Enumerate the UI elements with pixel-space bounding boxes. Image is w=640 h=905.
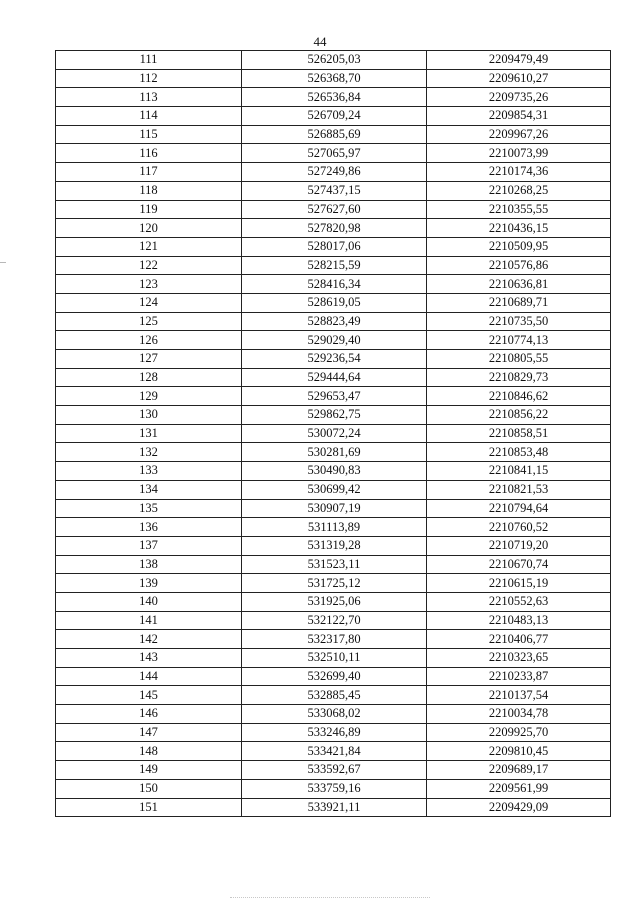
y-coordinate-cell: 2210636,81 — [427, 275, 611, 294]
x-coordinate-cell: 533421,84 — [242, 742, 427, 761]
x-coordinate-cell: 531113,89 — [242, 518, 427, 537]
point-number-cell: 144 — [56, 667, 242, 686]
table-row — [56, 163, 611, 182]
y-coordinate-cell: 2209610,27 — [427, 69, 611, 88]
table-row — [56, 574, 611, 593]
table-row — [56, 462, 611, 481]
x-coordinate-cell: 529653,47 — [242, 387, 427, 406]
coordinates-table-body — [56, 51, 611, 817]
x-coordinate-cell: 531725,12 — [242, 574, 427, 593]
x-coordinate-cell: 531523,11 — [242, 555, 427, 574]
y-coordinate-cell: 2210406,77 — [427, 630, 611, 649]
point-number-cell: 142 — [56, 630, 242, 649]
point-number-cell: 138 — [56, 555, 242, 574]
table-row — [56, 144, 611, 163]
x-coordinate-cell: 527437,15 — [242, 181, 427, 200]
point-number-cell: 113 — [56, 88, 242, 107]
x-coordinate-cell: 526709,24 — [242, 107, 427, 126]
y-coordinate-cell: 2210174,36 — [427, 163, 611, 182]
x-coordinate-cell: 528215,59 — [242, 256, 427, 275]
point-number-cell: 119 — [56, 200, 242, 219]
y-coordinate-cell: 2210853,48 — [427, 443, 611, 462]
table-row — [56, 424, 611, 443]
y-coordinate-cell: 2210436,15 — [427, 219, 611, 238]
point-number-cell: 130 — [56, 406, 242, 425]
point-number-cell: 129 — [56, 387, 242, 406]
point-number-cell: 149 — [56, 761, 242, 780]
scan-edge-mark — [0, 262, 6, 264]
point-number-cell: 127 — [56, 350, 242, 369]
y-coordinate-cell: 2210689,71 — [427, 293, 611, 312]
point-number-cell: 141 — [56, 611, 242, 630]
y-coordinate-cell: 2209735,26 — [427, 88, 611, 107]
table-row — [56, 88, 611, 107]
table-row — [56, 387, 611, 406]
point-number-cell: 128 — [56, 368, 242, 387]
point-number-cell: 150 — [56, 779, 242, 798]
x-coordinate-cell: 533068,02 — [242, 705, 427, 724]
point-number-cell: 147 — [56, 723, 242, 742]
y-coordinate-cell: 2210719,20 — [427, 536, 611, 555]
y-coordinate-cell: 2210735,50 — [427, 312, 611, 331]
x-coordinate-cell: 528823,49 — [242, 312, 427, 331]
table-row — [56, 742, 611, 761]
point-number-cell: 122 — [56, 256, 242, 275]
x-coordinate-cell: 532510,11 — [242, 649, 427, 668]
y-coordinate-cell: 2210841,15 — [427, 462, 611, 481]
table-row — [56, 368, 611, 387]
table-row — [56, 275, 611, 294]
y-coordinate-cell: 2210805,55 — [427, 350, 611, 369]
table-row — [56, 686, 611, 705]
table-row — [56, 237, 611, 256]
table-row — [56, 312, 611, 331]
table-row — [56, 536, 611, 555]
point-number-cell: 135 — [56, 499, 242, 518]
table-row — [56, 293, 611, 312]
y-coordinate-cell: 2210858,51 — [427, 424, 611, 443]
point-number-cell: 126 — [56, 331, 242, 350]
y-coordinate-cell: 2210073,99 — [427, 144, 611, 163]
point-number-cell: 114 — [56, 107, 242, 126]
y-coordinate-cell: 2210355,55 — [427, 200, 611, 219]
x-coordinate-cell: 529236,54 — [242, 350, 427, 369]
x-coordinate-cell: 530699,42 — [242, 480, 427, 499]
y-coordinate-cell: 2210670,74 — [427, 555, 611, 574]
point-number-cell: 115 — [56, 125, 242, 144]
x-coordinate-cell: 528416,34 — [242, 275, 427, 294]
x-coordinate-cell: 528619,05 — [242, 293, 427, 312]
point-number-cell: 124 — [56, 293, 242, 312]
x-coordinate-cell: 529029,40 — [242, 331, 427, 350]
x-coordinate-cell: 530907,19 — [242, 499, 427, 518]
y-coordinate-cell: 2209689,17 — [427, 761, 611, 780]
point-number-cell: 125 — [56, 312, 242, 331]
x-coordinate-cell: 532885,45 — [242, 686, 427, 705]
y-coordinate-cell: 2209925,70 — [427, 723, 611, 742]
y-coordinate-cell: 2210829,73 — [427, 368, 611, 387]
y-coordinate-cell: 2210846,62 — [427, 387, 611, 406]
y-coordinate-cell: 2210323,65 — [427, 649, 611, 668]
x-coordinate-cell: 531925,06 — [242, 592, 427, 611]
point-number-cell: 112 — [56, 69, 242, 88]
point-number-cell: 133 — [56, 462, 242, 481]
x-coordinate-cell: 527627,60 — [242, 200, 427, 219]
table-row — [56, 256, 611, 275]
x-coordinate-cell: 529444,64 — [242, 368, 427, 387]
table-row — [56, 667, 611, 686]
x-coordinate-cell: 527820,98 — [242, 219, 427, 238]
y-coordinate-cell: 2210552,63 — [427, 592, 611, 611]
point-number-cell: 120 — [56, 219, 242, 238]
x-coordinate-cell: 533592,67 — [242, 761, 427, 780]
y-coordinate-cell: 2210137,54 — [427, 686, 611, 705]
coordinates-table — [55, 50, 611, 817]
y-coordinate-cell: 2210760,52 — [427, 518, 611, 537]
point-number-cell: 131 — [56, 424, 242, 443]
table-row — [56, 350, 611, 369]
x-coordinate-cell: 532317,80 — [242, 630, 427, 649]
x-coordinate-cell: 530490,83 — [242, 462, 427, 481]
table-row — [56, 51, 611, 70]
point-number-cell: 140 — [56, 592, 242, 611]
point-number-cell: 134 — [56, 480, 242, 499]
point-number-cell: 151 — [56, 798, 242, 817]
point-number-cell: 123 — [56, 275, 242, 294]
y-coordinate-cell: 2209967,26 — [427, 125, 611, 144]
point-number-cell: 136 — [56, 518, 242, 537]
x-coordinate-cell: 532122,70 — [242, 611, 427, 630]
table-row — [56, 200, 611, 219]
x-coordinate-cell: 533246,89 — [242, 723, 427, 742]
table-row — [56, 107, 611, 126]
x-coordinate-cell: 529862,75 — [242, 406, 427, 425]
y-coordinate-cell: 2209561,99 — [427, 779, 611, 798]
table-row — [56, 480, 611, 499]
y-coordinate-cell: 2210483,13 — [427, 611, 611, 630]
y-coordinate-cell: 2210034,78 — [427, 705, 611, 724]
x-coordinate-cell: 530281,69 — [242, 443, 427, 462]
table-row — [56, 181, 611, 200]
point-number-cell: 139 — [56, 574, 242, 593]
x-coordinate-cell: 526368,70 — [242, 69, 427, 88]
x-coordinate-cell: 526205,03 — [242, 51, 427, 70]
x-coordinate-cell: 528017,06 — [242, 237, 427, 256]
table-row — [56, 611, 611, 630]
y-coordinate-cell: 2210509,95 — [427, 237, 611, 256]
x-coordinate-cell: 530072,24 — [242, 424, 427, 443]
table-row — [56, 555, 611, 574]
table-row — [56, 518, 611, 537]
x-coordinate-cell: 531319,28 — [242, 536, 427, 555]
y-coordinate-cell: 2209429,09 — [427, 798, 611, 817]
y-coordinate-cell: 2210233,87 — [427, 667, 611, 686]
point-number-cell: 145 — [56, 686, 242, 705]
y-coordinate-cell: 2210615,19 — [427, 574, 611, 593]
x-coordinate-cell: 532699,40 — [242, 667, 427, 686]
x-coordinate-cell: 527065,97 — [242, 144, 427, 163]
table-row — [56, 630, 611, 649]
y-coordinate-cell: 2210821,53 — [427, 480, 611, 499]
y-coordinate-cell: 2209810,45 — [427, 742, 611, 761]
point-number-cell: 118 — [56, 181, 242, 200]
y-coordinate-cell: 2210576,86 — [427, 256, 611, 275]
y-coordinate-cell: 2209854,31 — [427, 107, 611, 126]
x-coordinate-cell: 527249,86 — [242, 163, 427, 182]
table-row — [56, 219, 611, 238]
page-number: 44 — [313, 34, 327, 49]
x-coordinate-cell: 533921,11 — [242, 798, 427, 817]
y-coordinate-cell: 2210268,25 — [427, 181, 611, 200]
x-coordinate-cell: 526885,69 — [242, 125, 427, 144]
point-number-cell: 137 — [56, 536, 242, 555]
table-row — [56, 406, 611, 425]
table-row — [56, 761, 611, 780]
table-row — [56, 592, 611, 611]
table-row — [56, 125, 611, 144]
point-number-cell: 111 — [56, 51, 242, 70]
point-number-cell: 132 — [56, 443, 242, 462]
table-row — [56, 649, 611, 668]
y-coordinate-cell: 2209479,49 — [427, 51, 611, 70]
table-row — [56, 499, 611, 518]
point-number-cell: 117 — [56, 163, 242, 182]
table-row — [56, 331, 611, 350]
y-coordinate-cell: 2210774,13 — [427, 331, 611, 350]
y-coordinate-cell: 2210856,22 — [427, 406, 611, 425]
x-coordinate-cell: 533759,16 — [242, 779, 427, 798]
table-row — [56, 779, 611, 798]
point-number-cell: 146 — [56, 705, 242, 724]
table-row — [56, 69, 611, 88]
table-row — [56, 723, 611, 742]
x-coordinate-cell: 526536,84 — [242, 88, 427, 107]
point-number-cell: 116 — [56, 144, 242, 163]
table-row — [56, 705, 611, 724]
y-coordinate-cell: 2210794,64 — [427, 499, 611, 518]
point-number-cell: 121 — [56, 237, 242, 256]
table-row — [56, 443, 611, 462]
point-number-cell: 143 — [56, 649, 242, 668]
point-number-cell: 148 — [56, 742, 242, 761]
table-row — [56, 798, 611, 817]
scan-bottom-mark — [230, 897, 430, 899]
